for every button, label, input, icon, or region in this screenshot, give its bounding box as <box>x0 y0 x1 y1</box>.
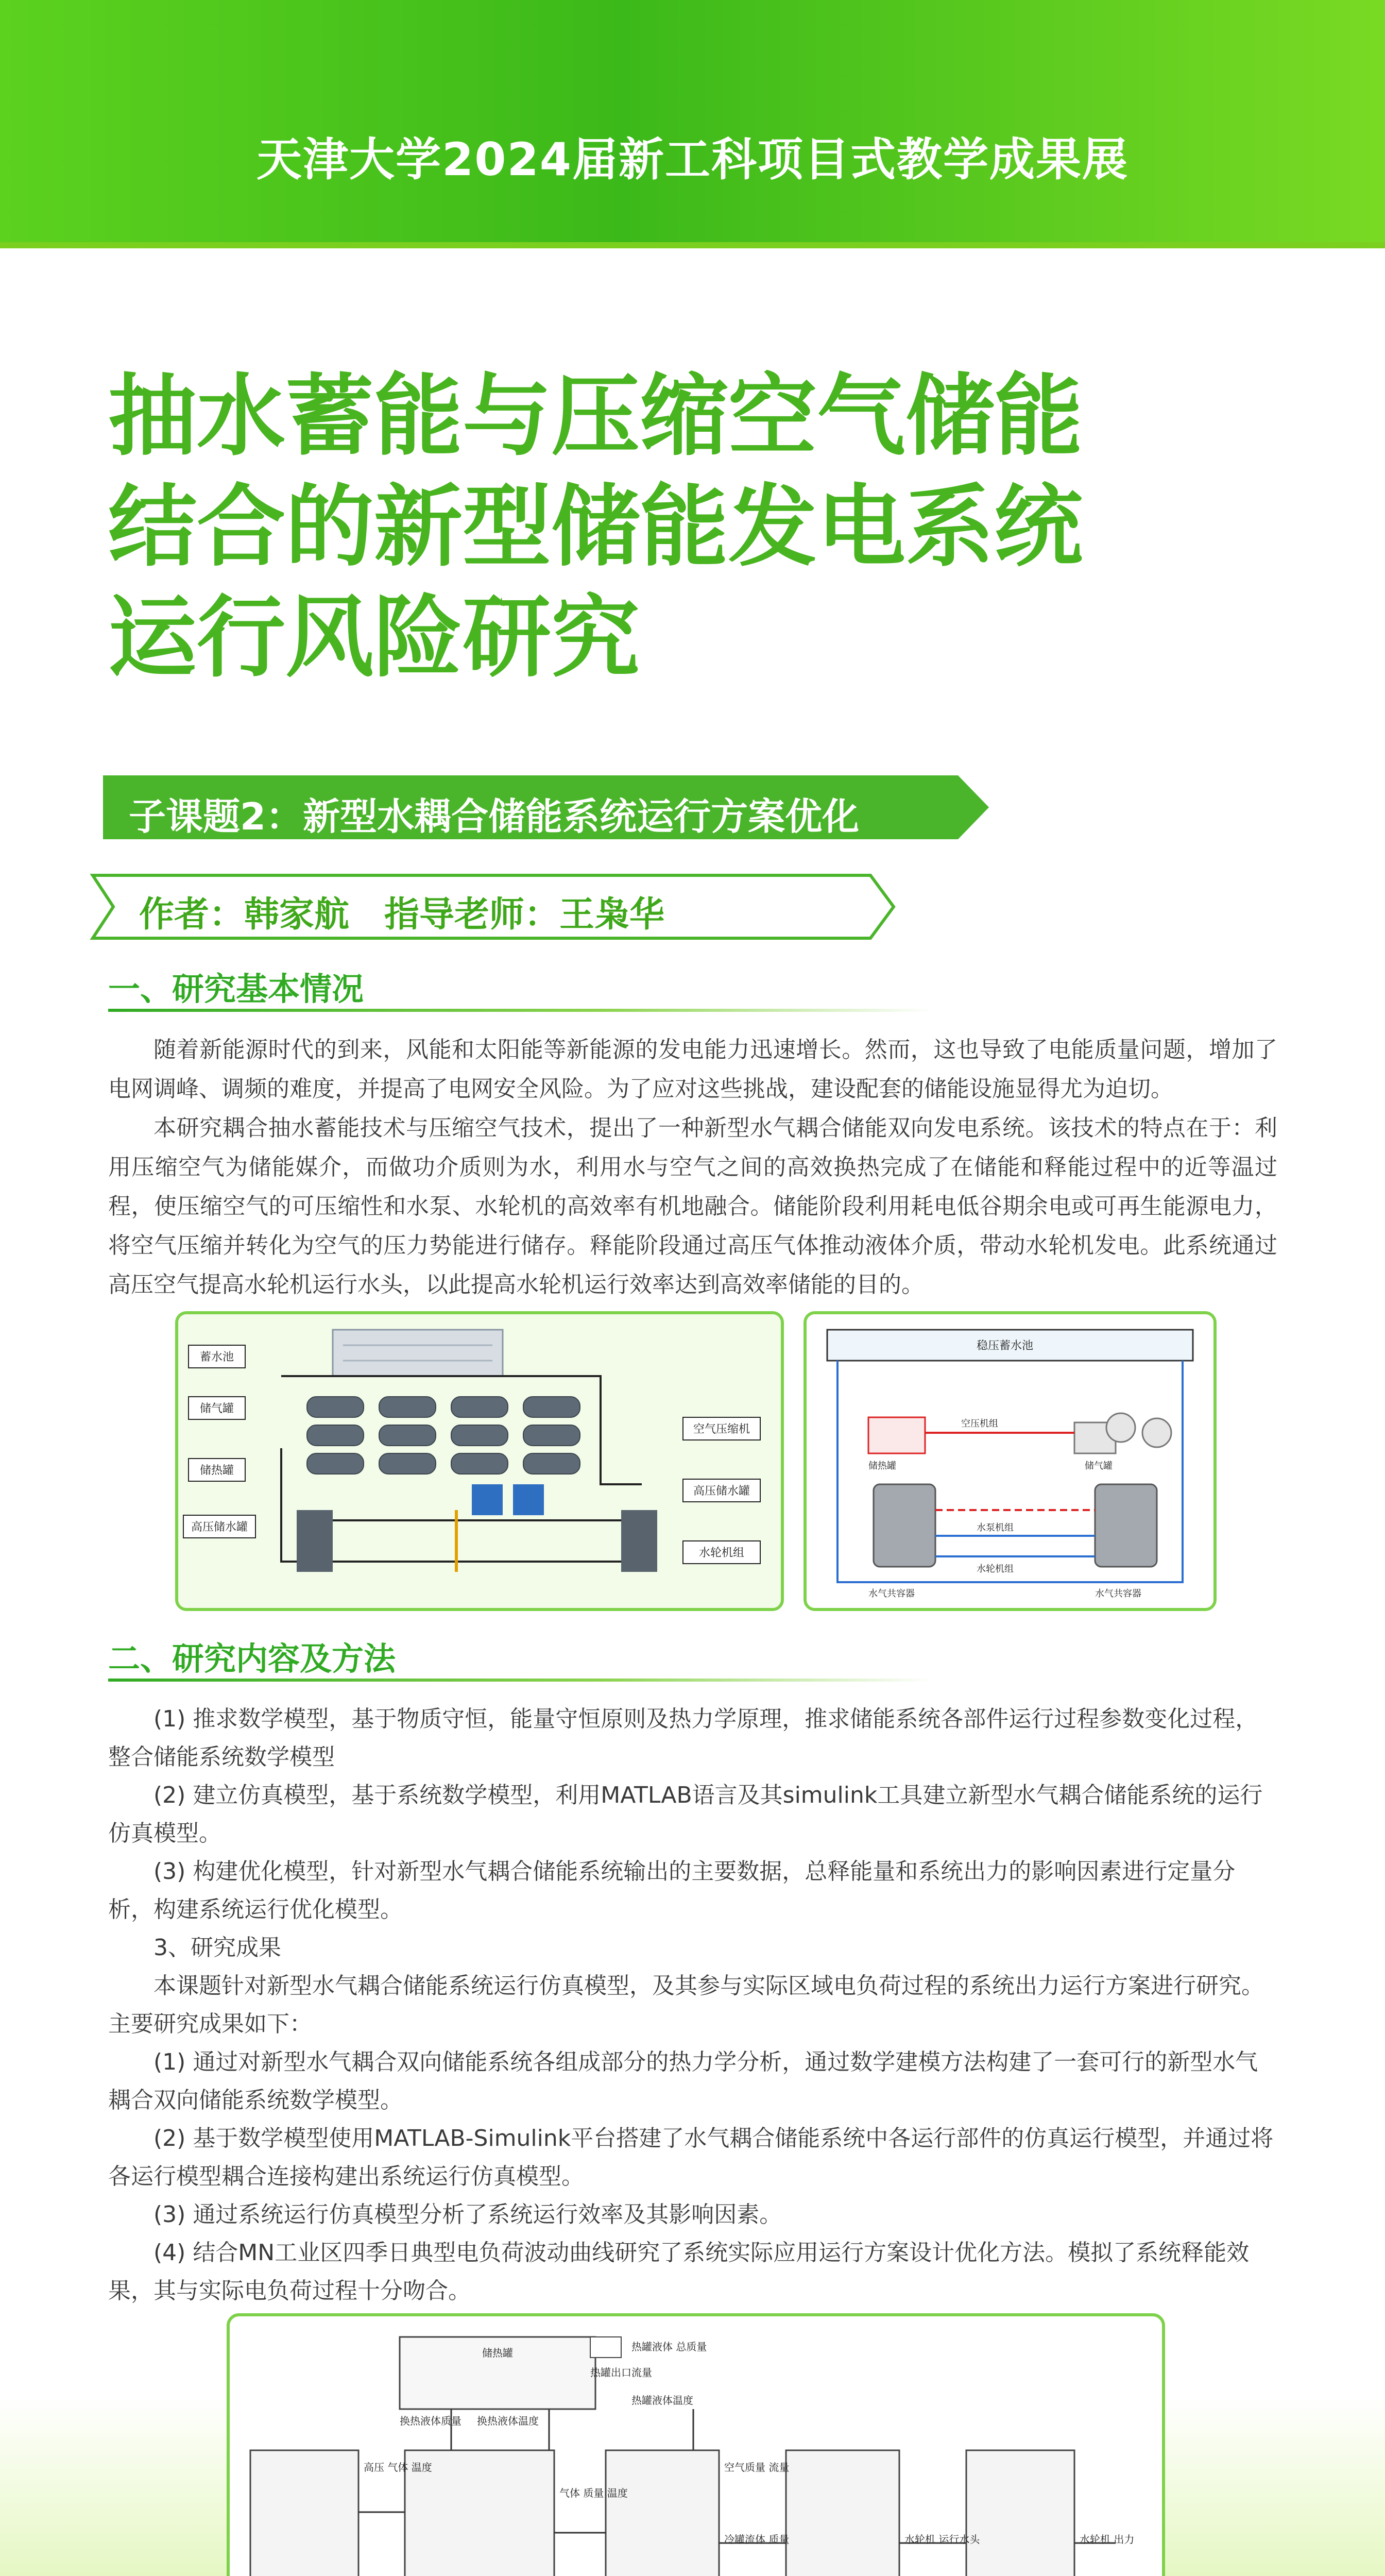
sim-storage-tank: 储热罐 <box>482 2347 513 2359</box>
sim-heat-in-temp: 换热液体温度 <box>477 2415 539 2427</box>
section1-rule <box>108 1009 932 1012</box>
sim-air-out: 空气质量 流量 <box>724 2461 790 2473</box>
fig2-label-gas-tank: 储气罐 <box>1085 1461 1113 1471</box>
sim-gas-state: 气体 质量 温度 <box>559 2487 628 2499</box>
method-line-1: (1) 推求数学模型，基于物质守恒，能量守恒原则及热力学原理，推求储能系统各部件运行过程参数变化过程，整合储能系统数学模型 <box>108 1706 1258 1770</box>
fig1-label-compressor: 空气压缩机 <box>693 1423 750 1436</box>
section2-rule <box>108 1679 932 1682</box>
fig1-label-gas-tank: 储气罐 <box>199 1402 234 1415</box>
sim-turbine-flow: 水轮机 运行水头 <box>904 2533 980 2546</box>
sim-heat-in-flow: 换热液体质量 <box>400 2415 461 2427</box>
result-line-4: (4) 结合MN工业区四季日典型电负荷波动曲线研究了系统实际应用运行方案设计优化方法。模拟了系统释能效果，其与实际电负荷过程十分吻合。 <box>108 2240 1250 2304</box>
page-title <box>108 361 1293 693</box>
fig2-label-turbine: 水轮机组 <box>977 1564 1014 1574</box>
simulink-diagram <box>230 2316 1162 2576</box>
author-banner <box>62 873 896 940</box>
system-schematic-diagram <box>807 1314 1213 1608</box>
fig2-label-vessel-right: 水气共容器 <box>1095 1588 1141 1599</box>
sim-cold-mass: 冷罐流体 质量 <box>724 2533 790 2546</box>
fig1-label-turbine: 水轮机组 <box>698 1547 745 1560</box>
title-line-3: 运行风险研究 <box>108 586 640 689</box>
result-line-2: (2) 基于数学模型使用MATLAB-Simulink平台搭建了水气耦合储能系统中各运行部件的仿真运行模型，并通过将各运行模型耦合连接构建出系统运行仿真模型。 <box>108 2125 1274 2190</box>
method-line-2: (2) 建立仿真模型，基于系统数学模型，利用MATLAB语言及其simulink工具建立新型水气耦合储能系统的运行仿真模型。 <box>108 1782 1263 1846</box>
section1-heading: 一、研究基本情况 <box>108 970 364 1008</box>
title-line-2: 结合的新型储能发电系统 <box>108 475 1083 579</box>
fig2-label-pump: 水泵机组 <box>977 1522 1014 1533</box>
section2-body <box>108 1700 1277 2310</box>
results-intro: 本课题针对新型水气耦合储能系统运行仿真模型，及其参与实际区域电负荷过程的系统出力运行方案进行研究。主要研究成果如下： <box>108 1973 1264 2037</box>
sim-heat-out-temp: 热罐液体 总质量 <box>631 2341 707 2353</box>
system-3d-figure <box>175 1311 784 1611</box>
simulink-figure <box>227 2313 1165 2576</box>
section1-paragraph-1: 随着新能源时代的到来，风能和太阳能等新能源的发电能力迅速增长。然而，这也导致了电能质量问题，增加了电网调峰、调频的难度，并提高了电网安全风险。为了应对这些挑战，建设配套的储能设施显得尤为迫切。 <box>108 1037 1277 1102</box>
section2-heading: 二、研究内容及方法 <box>108 1640 396 1677</box>
fig2-label-vessel-left: 水气共容器 <box>868 1588 915 1599</box>
subtopic-label: 子课题2：新型水耦合储能系统运行方案优化 <box>129 795 860 838</box>
sim-turbine-out: 水轮机 出力 <box>1080 2533 1135 2546</box>
result-line-3: (3) 通过系统运行仿真模型分析了系统运行效率及其影响因素。 <box>153 2201 782 2228</box>
system-schematic-figure <box>803 1311 1217 1611</box>
fig1-label-hp-water-tank-right: 高压储水罐 <box>693 1485 750 1498</box>
section1-paragraph-2: 本研究耦合抽水蓄能技术与压缩空气技术，提出了一种新型水气耦合储能双向发电系统。该技术的特点在于：利用压缩空气为储能媒介，而做功介质则为水，利用水与空气之间的高效换热完成了在储能和释能过程中的近等温过程，使压缩空气的可压缩性和水泵、水轮机的高效率有机地融合。储能阶段利用耗电低谷期余电或可再生能源电力，将空气压缩并转化为空气的压力势能进行储存。释能阶段通过高压气体推动液体介质，带动水轮机发电。此系统通过高压空气提高水轮机运行水头，以此提高水轮机运行效率达到高效率储能的目的。 <box>108 1115 1277 1298</box>
sim-heat-liquid-temp: 热罐液体温度 <box>631 2394 693 2406</box>
header-title: 天津大学2024届新工科项目式教学成果展 <box>257 133 1128 186</box>
method-line-3: (3) 构建优化模型，针对新型水气耦合储能系统输出的主要数据，总释能量和系统出力的影响因素进行定量分析，构建系统运行优化模型。 <box>108 1858 1236 1923</box>
subtopic-banner <box>103 775 989 839</box>
author-label: 作者：韩家航 指导老师：王枭华 <box>139 894 665 935</box>
system-3d-diagram <box>178 1314 781 1608</box>
fig1-label-heat-tank: 储热罐 <box>199 1464 234 1477</box>
sim-heat-out-flow: 热罐出口流量 <box>590 2366 652 2379</box>
title-line-1: 抽水蓄能与压缩空气储能 <box>108 364 1083 468</box>
fig2-label-heat-tank: 储热罐 <box>868 1461 896 1471</box>
fig1-label-reservoir: 蓄水池 <box>199 1351 234 1364</box>
fig1-label-hp-water-tank-left: 高压储水罐 <box>191 1521 248 1534</box>
result-line-1: (1) 通过对新型水气耦合双向储能系统各组成部分的热力学分析，通过数学建模方法构建了一套可行的新型水气耦合双向储能系统数学模型。 <box>108 2049 1258 2113</box>
sim-pv-hi: 高压 气体 温度 <box>364 2461 432 2473</box>
section1-body <box>108 1030 1277 1304</box>
fig2-label-reservoir: 稳压蓄水池 <box>977 1340 1034 1352</box>
fig2-label-compressor: 空压机组 <box>961 1418 998 1429</box>
header-rule <box>0 242 1385 248</box>
results-heading: 3、研究成果 <box>153 1935 281 1961</box>
